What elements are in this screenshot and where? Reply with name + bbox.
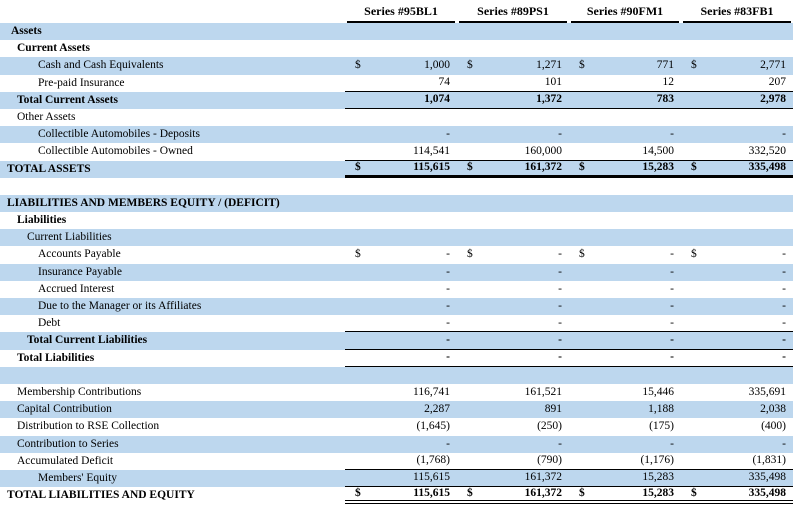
row-label: TOTAL ASSETS [7,162,91,175]
row-label [0,367,345,384]
value-cell [457,332,569,348]
cell-value: - [782,265,786,278]
cell-value: - [558,437,562,450]
cell-value: - [782,351,786,364]
value-cell [457,264,569,281]
cell-value: (1,176) [640,454,674,467]
value-cell [681,161,793,175]
table-row [0,350,793,367]
table-row [0,453,793,470]
cell-value: 15,283 [642,471,674,484]
row-values [345,143,793,160]
value-cell [569,367,681,384]
cell-value: 1,271 [536,59,562,72]
value-cell [569,332,681,348]
dollar-sign: $ [579,487,585,500]
cell-value: 2,978 [760,93,786,106]
row-values [345,436,793,453]
cell-value: - [558,265,562,278]
dollar-sign: $ [355,161,361,173]
value-cell [681,195,793,212]
value-cell [345,281,457,298]
cell-value: 74 [438,76,450,89]
cell-value: (175) [649,420,674,433]
cell-value: 783 [656,93,674,106]
table-row [0,109,793,126]
cell-value: 335,498 [748,471,786,484]
cell-value: - [446,300,450,312]
value-cell [457,436,569,453]
row-values [345,298,793,315]
value-cell [569,418,681,435]
cell-value: (250) [537,420,562,433]
row-label: LIABILITIES AND MEMBERS EQUITY / (DEFICIT) [7,196,280,209]
cell-value: 161,372 [524,161,562,173]
cell-value: - [446,437,450,450]
value-cell [681,453,793,469]
value-cell [569,264,681,281]
table-row [0,470,793,487]
value-cell [681,126,793,143]
row-values [345,487,793,504]
value-cell [681,436,793,453]
cell-value: (400) [761,420,786,433]
row-values [345,212,793,229]
column-header: Series #83FB1 [683,2,791,23]
value-cell [569,315,681,331]
value-cell [457,453,569,469]
cell-value: - [782,128,786,141]
value-cell [681,143,793,159]
value-cell [457,126,569,143]
table-row [0,229,793,246]
cell-value: (1,645) [416,420,450,433]
value-cell [681,298,793,315]
value-cell [681,367,793,384]
value-cell [569,281,681,298]
cell-value: 2,771 [760,59,786,72]
cell-value: 161,521 [524,385,562,398]
dollar-sign: $ [467,161,473,173]
cell-value: - [782,300,786,312]
row-label: Cash and Cash Equivalents [38,59,164,72]
cell-value: - [782,437,786,450]
row-label: Collectible Automobiles - Deposits [38,128,200,141]
value-cell [345,92,457,108]
value-cell [681,246,793,263]
value-cell [345,436,457,453]
row-values [345,401,793,418]
cell-value: - [670,265,674,278]
value-cell [681,281,793,298]
value-cell [681,40,793,57]
value-cell [457,75,569,91]
row-values [345,75,793,92]
value-cell [681,401,793,418]
value-cell [681,315,793,331]
value-cell [345,401,457,418]
value-cell [569,109,681,126]
value-cell [457,246,569,263]
value-cell [457,384,569,401]
value-cell [681,332,793,348]
dollar-sign: $ [467,248,473,261]
cell-value: 115,615 [413,471,450,484]
value-cell [457,281,569,298]
row-label: Debt [38,317,61,330]
row-values [345,350,793,367]
cell-value: - [782,248,786,261]
row-label: Contribution to Series [17,437,119,450]
value-cell [457,212,569,229]
cell-value: - [670,300,674,312]
row-values [345,40,793,57]
row-label: Insurance Payable [38,265,122,278]
cell-value: 15,283 [642,487,674,500]
row-values [345,332,793,349]
cell-value: - [446,333,450,346]
cell-value: 160,000 [524,144,562,157]
cell-value: 114,541 [413,144,450,157]
row-label: Current Liabilities [27,231,112,244]
dollar-sign: $ [467,59,473,72]
row-values [345,23,793,40]
cell-value: - [670,248,674,261]
row-label: Members' Equity [38,471,118,484]
value-cell [345,40,457,57]
cell-value: - [446,282,450,295]
row-values [345,470,793,487]
row-values [345,57,793,74]
row-label: Collectible Automobiles - Owned [38,145,193,158]
row-label: TOTAL LIABILITIES AND EQUITY [7,489,195,502]
dollar-sign: $ [467,487,473,500]
row-values [345,126,793,143]
value-cell [569,195,681,212]
table-row [0,143,793,160]
table-row [0,436,793,453]
cell-value: 101 [544,76,562,89]
value-cell [681,178,793,195]
value-cell [569,350,681,366]
value-cell [681,384,793,401]
cell-value: 335,691 [748,385,786,398]
table-row [0,212,793,229]
value-cell [569,75,681,91]
cell-value: 161,372 [524,487,562,500]
value-cell [681,350,793,366]
value-cell [457,315,569,331]
table-row [0,126,793,143]
cell-value: - [558,282,562,295]
row-values [345,195,793,212]
value-cell [345,350,457,366]
cell-value: 891 [544,403,562,416]
value-cell [681,264,793,281]
table-row [0,246,793,263]
value-cell [457,487,569,500]
value-cell [345,75,457,91]
cell-value: 2,038 [760,403,786,416]
dollar-sign: $ [579,59,585,72]
row-label: Capital Contribution [17,403,112,416]
table-row [0,23,793,40]
value-cell [457,23,569,40]
cell-value: 1,000 [424,59,450,72]
value-cell [569,23,681,40]
value-cell [345,195,457,212]
row-values [345,246,793,263]
value-cell [345,264,457,281]
cell-value: - [558,316,562,329]
cell-value: 12 [662,76,674,89]
value-cell [569,384,681,401]
value-cell [569,143,681,159]
row-label: Liabilities [17,214,67,227]
value-cell [569,229,681,246]
value-cell [681,57,793,74]
row-label: Membership Contributions [17,385,142,398]
cell-value: 1,372 [536,93,562,106]
cell-value: 332,520 [748,144,786,157]
row-values [345,92,793,109]
value-cell [681,92,793,108]
value-cell [345,57,457,74]
value-cell [569,161,681,175]
table-row [0,40,793,57]
value-cell [345,229,457,246]
table-row [0,418,793,435]
cell-value: 115,615 [413,487,450,500]
value-cell [345,418,457,435]
cell-value: 2,287 [424,403,450,416]
cell-value: (790) [537,454,562,467]
cell-value: - [782,316,786,329]
dollar-sign: $ [691,161,697,173]
row-values [345,367,793,384]
cell-value: - [782,333,786,346]
value-cell [345,246,457,263]
value-cell [457,92,569,108]
row-label [0,178,345,195]
column-header-row [0,0,793,23]
row-label: Total Liabilities [17,351,95,364]
cell-value: 15,283 [642,161,674,173]
value-cell [457,350,569,366]
value-cell [457,367,569,384]
row-values [345,229,793,246]
value-cell [569,298,681,315]
value-cell [681,23,793,40]
cell-value: 14,500 [642,144,674,157]
value-cell [569,212,681,229]
row-label: Accounts Payable [38,248,121,261]
value-cell [569,92,681,108]
cell-value: - [446,248,450,261]
value-cell [457,298,569,315]
cell-value: 771 [656,59,674,72]
cell-value: 335,498 [748,161,786,173]
value-cell [457,161,569,175]
cell-value: 15,446 [642,385,674,398]
cell-value: 335,498 [748,487,786,500]
table-row [0,401,793,418]
table-row [0,315,793,332]
cell-value: - [446,265,450,278]
value-cell [457,229,569,246]
cell-value: (1,831) [752,454,786,467]
value-cell [345,143,457,159]
row-label: Accumulated Deficit [17,454,114,467]
cell-value: - [670,437,674,450]
row-label: Assets [11,25,42,37]
row-label: Pre-paid Insurance [38,76,125,89]
table-row [0,281,793,298]
dollar-sign: $ [355,487,361,500]
value-cell [457,40,569,57]
cell-value: - [558,351,562,364]
table-row [0,384,793,401]
value-cell [345,212,457,229]
row-label: Current Assets [17,42,90,55]
cell-value: - [446,128,450,141]
row-label: Distribution to RSE Collection [17,420,160,433]
cell-value: - [670,333,674,346]
column-header: Series #95BL1 [347,2,455,23]
value-cell [569,126,681,143]
row-values [345,384,793,401]
dollar-sign: $ [691,487,697,500]
dollar-sign: $ [355,59,361,72]
value-cell [569,40,681,57]
row-values [345,178,793,195]
cell-value: - [670,282,674,295]
value-cell [457,143,569,159]
cell-value: - [670,128,674,141]
table-row [0,92,793,109]
table-row [0,487,793,504]
table-row [0,264,793,281]
row-values [345,315,793,332]
value-cell [681,212,793,229]
row-values [345,264,793,281]
value-cell [457,418,569,435]
value-cell [345,367,457,384]
table-row [0,298,793,315]
cell-value: - [558,128,562,141]
row-label: Other Assets [17,110,76,123]
row-label: Accrued Interest [38,282,115,295]
value-cell [569,436,681,453]
value-cell [345,453,457,469]
cell-value: - [558,333,562,346]
value-cell [345,470,457,486]
cell-value: - [446,316,450,329]
cell-value: - [670,351,674,364]
table-row [0,367,793,384]
column-header: Series #90FM1 [571,2,679,23]
value-cell [681,109,793,126]
row-label: Total Current Liabilities [27,334,148,347]
value-cell [681,229,793,246]
row-values [345,161,793,178]
value-cell [457,401,569,418]
value-cell [681,487,793,500]
cell-value: (1,768) [416,454,450,467]
value-cell [345,298,457,315]
dollar-sign: $ [355,248,361,261]
value-cell [681,418,793,435]
value-cell [457,57,569,74]
cell-value: - [446,351,450,364]
row-values [345,453,793,470]
row-values [345,109,793,126]
value-cell [457,178,569,195]
value-cell [569,487,681,500]
cell-value: 1,188 [648,403,674,416]
cell-value: - [558,300,562,312]
value-cell [345,487,457,500]
table-row [0,161,793,178]
cell-value: 207 [768,76,786,89]
value-cell [569,246,681,263]
column-header: Series #89PS1 [459,2,567,23]
value-cell [345,332,457,348]
row-label: Total Current Assets [17,93,118,106]
value-cell [569,178,681,195]
table-row [0,332,793,349]
row-label: Due to the Manager or its Affiliates [38,300,202,312]
value-cell [345,23,457,40]
value-cell [569,453,681,469]
cell-value: - [558,248,562,261]
cell-value: 161,372 [524,471,562,484]
value-cell [345,178,457,195]
table-body [0,23,793,504]
value-cell [345,126,457,143]
cell-value: - [782,282,786,295]
dollar-sign: $ [691,248,697,261]
value-cell [681,470,793,486]
value-cell [345,161,457,175]
cell-value: 116,741 [413,385,450,398]
cell-value: 1,074 [424,93,450,106]
row-values [345,281,793,298]
value-cell [457,109,569,126]
cell-value: 115,615 [413,161,450,173]
value-cell [345,384,457,401]
dollar-sign: $ [579,161,585,173]
value-cell [457,470,569,486]
table-row [0,195,793,212]
table-row [0,75,793,92]
cell-value: - [670,316,674,329]
value-cell [681,75,793,91]
value-cell [569,401,681,418]
table-row [0,57,793,74]
value-cell [569,57,681,74]
dollar-sign: $ [691,59,697,72]
dollar-sign: $ [579,248,585,261]
value-cell [345,315,457,331]
row-values [345,418,793,435]
value-cell [345,109,457,126]
table-row [0,178,793,195]
value-cell [457,195,569,212]
value-cell [569,470,681,486]
